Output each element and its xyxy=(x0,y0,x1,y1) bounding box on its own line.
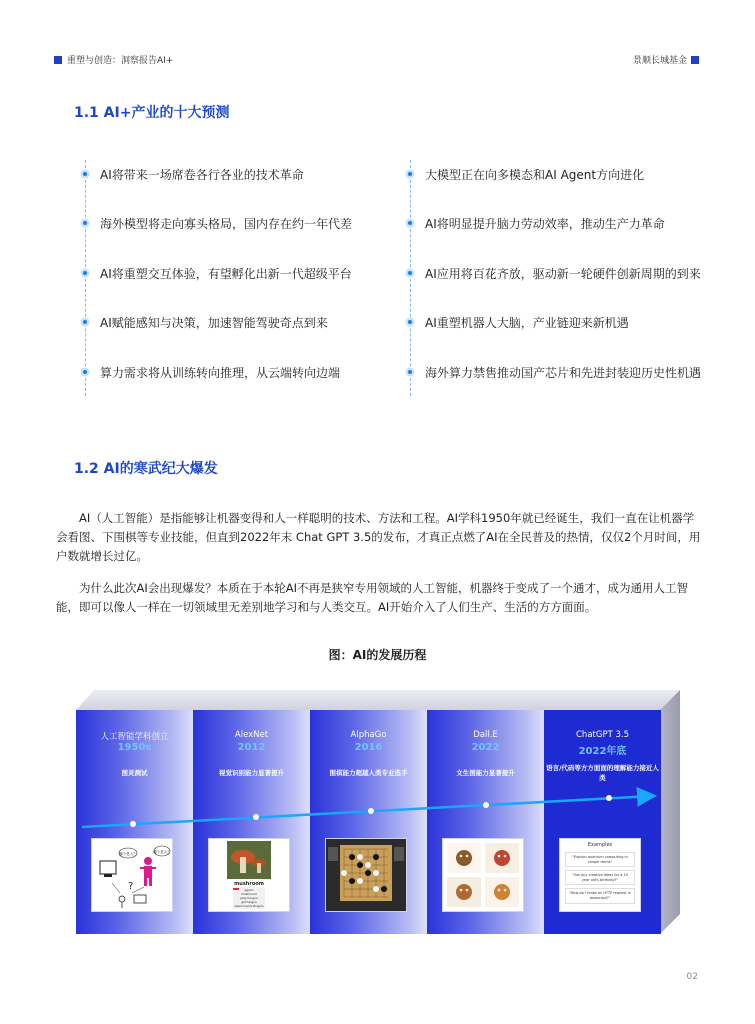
bullet-dot-icon xyxy=(408,320,412,324)
panel-desc: 围棋能力超越人类专业选手 xyxy=(329,769,408,777)
bullet-dot-icon xyxy=(408,221,412,225)
prediction-item xyxy=(405,162,644,186)
panel-desc: 视觉识别能力显著提升 xyxy=(219,769,284,777)
mushroom-label-4: dead-man's-fingers xyxy=(234,904,264,908)
bullet-dot-icon xyxy=(83,172,87,176)
prediction-text: 海外模型将走向寡头格局，国内存在约一年代差 xyxy=(100,216,353,231)
panel-title: ChatGPT 3.5 xyxy=(576,730,629,740)
ai-timeline-figure xyxy=(76,690,680,936)
body-paragraph-1: AI（人工智能）是指能够让机器变得和人一样聪明的技术、方法和工程。AI学科1950年就已经诞生，我们一直在让机器学会看图、下围棋等专业技能，但直到2022年末 Chat GPT 3.5的发布，才真正点燃了AI在全民普及的热情，仅仅2个月时间，用户数就增长过亿。 xyxy=(56,511,701,563)
panel-desc: 语言/代码等方方面面的理解能力接近人类 xyxy=(546,764,659,782)
body-paragraph-2: 为什么此次AI会出现爆发？本质在于本轮AI不再是狭窄专用领域的人工智能，机器终于变成了一个通才，成为通用人工智能，即可以像人一样在一切领域里无差别地学习和与人类交互。AI开始介入了人们生产、生活的方方面面。 xyxy=(56,581,689,614)
dalle-grid-icon xyxy=(443,839,523,911)
bullet-dot-icon xyxy=(83,221,87,225)
prediction-text: 大模型正在向多模态和AI Agent方向进化 xyxy=(425,167,645,182)
timeline-top-bevel xyxy=(76,690,680,710)
go-board-icon xyxy=(326,839,406,911)
example-item: "Explain quantum computing in simple terms" xyxy=(565,852,635,867)
prediction-text: AI将带来一场席卷各行各业的技术革命 xyxy=(100,167,304,182)
timeline-panel-2022 xyxy=(427,710,544,934)
prediction-text: 海外算力禁售推动国产芯片和先进封装迎历史性机遇 xyxy=(425,365,702,380)
mushroom-label-0: agaric xyxy=(244,888,254,892)
bullet-dot-icon xyxy=(83,271,87,275)
header-square-icon xyxy=(54,56,62,64)
prediction-text: AI将明显提升脑力劳动效率，推动生产力革命 xyxy=(425,216,665,231)
prediction-text: AI赋能感知与决策，加速智能驾驶奇点到来 xyxy=(100,315,328,330)
figure-caption: 图：AI的发展历程 xyxy=(328,648,427,662)
header-left xyxy=(54,53,173,66)
go-board-image xyxy=(325,838,407,912)
section-title-1: 1.1 AI+产业的十大预测 xyxy=(74,105,230,121)
predictions-right xyxy=(405,150,705,396)
svg-text:?: ? xyxy=(128,881,134,892)
bullet-dot-icon xyxy=(408,370,412,374)
example-item: "Got any creative ideas for a 10 year old's birthday?" xyxy=(565,870,635,885)
panel-title: AlphaGo xyxy=(350,730,387,740)
bullet-dot-icon xyxy=(83,370,87,374)
bullet-dot-icon xyxy=(408,271,412,275)
panel-desc: 图灵测试 xyxy=(121,769,148,777)
header-right-text: 景顺长城基金 xyxy=(632,56,687,66)
prediction-item xyxy=(80,261,352,285)
predictions-left xyxy=(80,150,380,396)
header-left-text: 重塑与创造：洞察报告AI+ xyxy=(67,56,174,66)
turing-bubble-2: 哪个是人？ xyxy=(153,850,171,854)
mushroom-label-1: mushroom xyxy=(240,892,258,896)
mushroom-icon xyxy=(209,839,289,911)
timeline-face xyxy=(76,710,660,934)
mushroom-label-2: jelly fungus xyxy=(240,896,258,900)
prediction-item xyxy=(405,211,665,235)
panel-title: Dall.E xyxy=(473,730,498,740)
prediction-text: 算力需求将从训练转向推理，从云端转向边端 xyxy=(100,365,341,380)
panel-year: 2022年底 xyxy=(578,746,627,757)
panel-desc: 文生图能力显著提升 xyxy=(456,769,515,777)
mushroom-recognition-image xyxy=(208,838,290,912)
prediction-item xyxy=(405,360,701,384)
section-title-2: 1.2 AI的寒武纪大爆发 xyxy=(74,461,218,477)
bullet-dot-icon xyxy=(83,320,87,324)
chatgpt-examples-card xyxy=(559,838,641,912)
example-item: "How do I make an HTTP request in Javascript?" xyxy=(565,888,635,903)
prediction-item xyxy=(80,211,352,235)
timeline-panel-2016 xyxy=(310,710,427,934)
panel-year: 2016 xyxy=(354,742,383,753)
timeline-side-bevel xyxy=(660,690,680,934)
prediction-item xyxy=(80,360,340,384)
timeline-panel-2022-end xyxy=(544,710,661,934)
turing-test-illustration xyxy=(91,838,173,912)
prediction-item xyxy=(405,310,629,334)
panel-title: AlexNet xyxy=(234,730,269,740)
prediction-text: AI将重塑交互体验，有望孵化出新一代超级平台 xyxy=(100,266,352,281)
panel-year: 2012 xyxy=(237,742,266,753)
dalle-generated-images xyxy=(442,838,524,912)
panel-year: 2022 xyxy=(471,742,500,753)
panel-title: 人工智能学科创立 xyxy=(100,732,169,742)
bullet-dot-icon xyxy=(408,172,412,176)
panel-year: 1950s xyxy=(117,742,152,753)
timeline-panel-2012 xyxy=(193,710,310,934)
page-number: 02 xyxy=(686,972,698,982)
prediction-item xyxy=(80,310,328,334)
prediction-item xyxy=(405,261,701,285)
header-right xyxy=(633,53,699,66)
prediction-text: AI重塑机器人大脑，产业链迎来新机遇 xyxy=(425,315,629,330)
timeline-panel-1950s xyxy=(76,710,193,934)
turing-test-icon xyxy=(92,839,172,911)
mushroom-caption: mushroom xyxy=(234,881,264,887)
header-square-icon xyxy=(691,56,699,64)
turing-bubble-1: 哪个是人？ xyxy=(119,852,137,856)
prediction-text: AI应用将百花齐放，驱动新一轮硬件创新周期的到来 xyxy=(425,266,701,281)
prediction-item xyxy=(80,162,304,186)
mushroom-label-3: gill fungus xyxy=(241,900,257,904)
examples-title: Examples xyxy=(587,842,613,848)
